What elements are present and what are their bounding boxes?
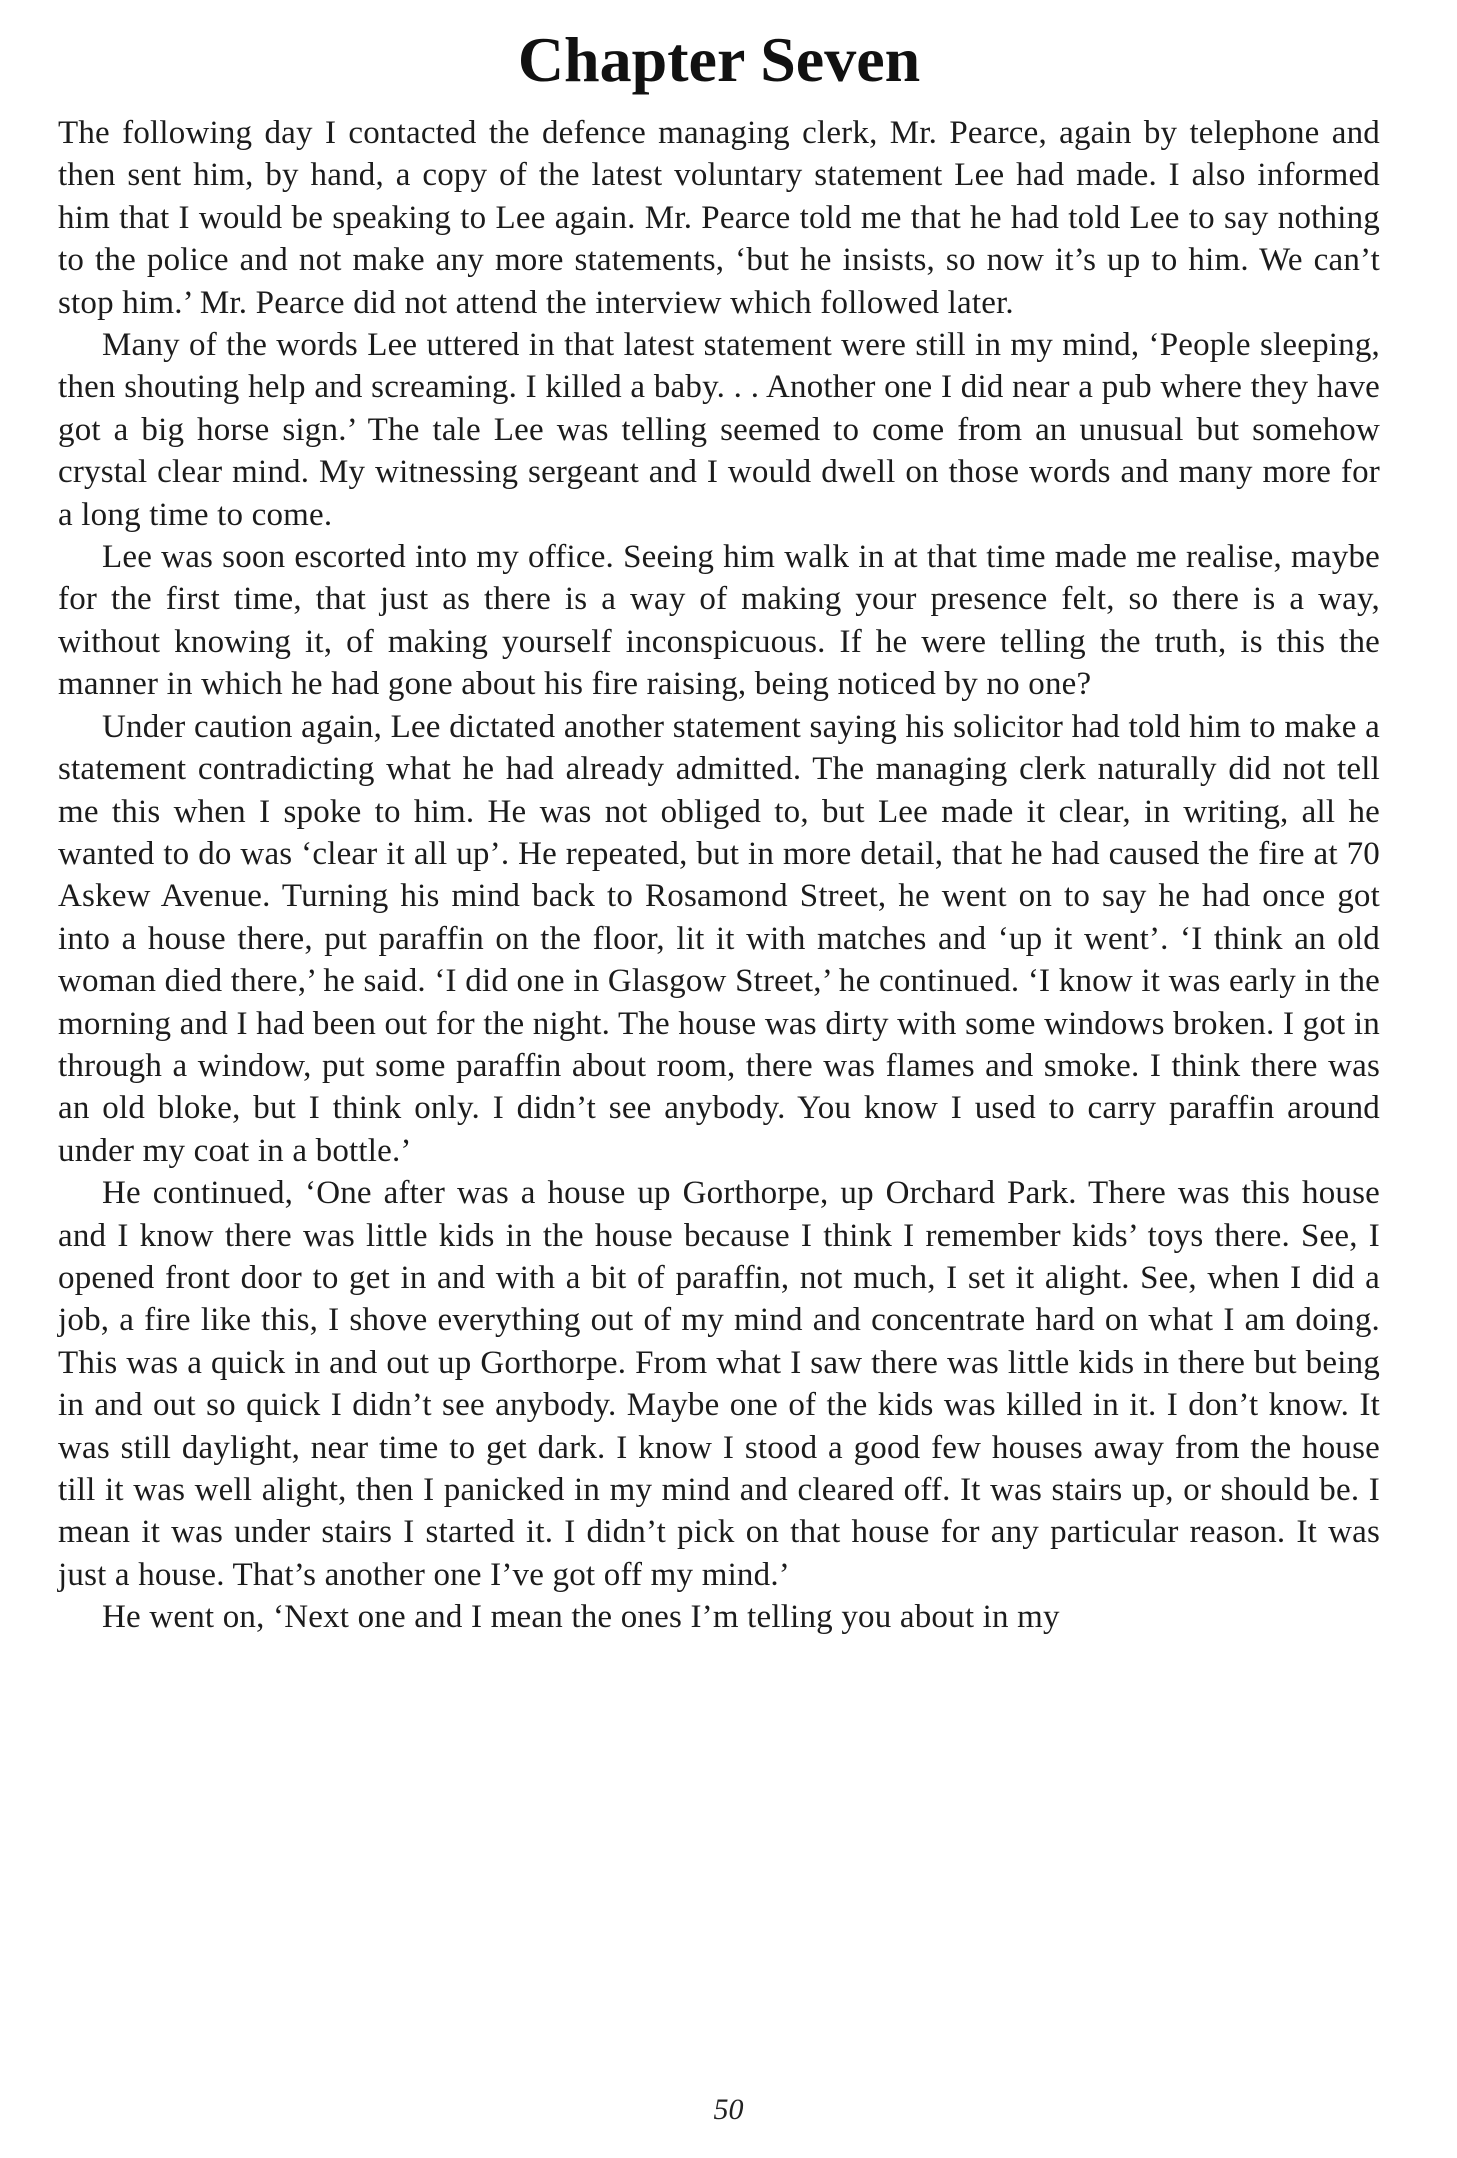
body-text	[58, 112, 1380, 1639]
paragraph-5: He continued, ‘One after was a house up Gorthorpe, up Orchard Park. There was this house and I know there was little kids in the house because I think I remember kids’ toys there. See, I opened front door to get in and with a bit of paraffin, not much, I set it alight. See, when I did a job, a fire like this, I shove everything out of my mind and concentrate hard on what I am doing. This was a quick in and out up Gorthorpe. From what I saw there was little kids in there but being in and out so quick I didn’t see anybody. Maybe one of the kids was killed in it. I don’t know. It was still daylight, near time to get dark. I know I stood a good few houses away from the house till it was well alight, then I panicked in my mind and cleared off. It was stairs up, or should be. I mean it was under stairs I started it. I didn’t pick on that house for any particular reason. It was just a house. That’s another one I’ve got off my mind.’	[58, 1175, 1380, 1593]
chapter-title: Chapter Seven	[517, 24, 921, 95]
paragraph-4: Under caution again, Lee dictated another statement saying his solicitor had told him to make a statement contradicting what he had already admitted. The managing clerk naturally did not tell me this when I spoke to him. He was not obliged to, but Lee made it clear, in writing, all he wanted to do was ‘clear it all up’. He repeated, but in more detail, that he had caused the fire at 70 Askew Avenue. Turning his mind back to Rosamond Street, he went on to say he had once got into a house there, put paraffin on the floor, lit it with matches and ‘up it went’. ‘I think an old woman died there,’ he said. ‘I did one in Glasgow Street,’ he continued. ‘I know it was early in the morning and I had been out for the night. The house was dirty with some windows broken. I got in through a window, put some paraffin about room, there was flames and smoke. I think there was an old bloke, but I think only. I didn’t see anybody. You know I used to carry paraffin around under my coat in a bottle.’	[58, 708, 1380, 1169]
page-number: 50	[713, 2093, 744, 2126]
paragraph-1: The following day I contacted the defence managing clerk, Mr. Pearce, again by telephone and then sent him, by hand, a copy of the latest voluntary statement Lee had made. I also informed him that I would be speaking to Lee again. Mr. Pearce told me that he had told Lee to say nothing to the police and not make any more statements, ‘but he insists, so now it’s up to him. We can’t stop him.’ Mr. Pearce did not attend the interview which followed later.	[58, 115, 1380, 321]
paragraph-2: Many of the words Lee uttered in that latest statement were still in my mind, ‘People sleeping, then shouting help and screaming. I killed a baby. . . Another one I did near a pub where they have got a big horse sign.’ The tale Lee was telling seemed to come from an unusual but somehow crystal clear mind. My witnessing sergeant and I would dwell on those words and many more for a long time to come.	[58, 327, 1380, 533]
book-page	[58, 20, 1380, 2130]
paragraph-3: Lee was soon escorted into my office. Seeing him walk in at that time made me realise, maybe for the first time, that just as there is a way of making your presence felt, so there is a way, without knowing it, of making yourself inconspicuous. If he were telling the truth, is this the manner in which he had gone about his fire raising, being noticed by no one?	[58, 539, 1380, 703]
paragraph-6: He went on, ‘Next one and I mean the ones I’m telling you about in my	[102, 1599, 1060, 1636]
